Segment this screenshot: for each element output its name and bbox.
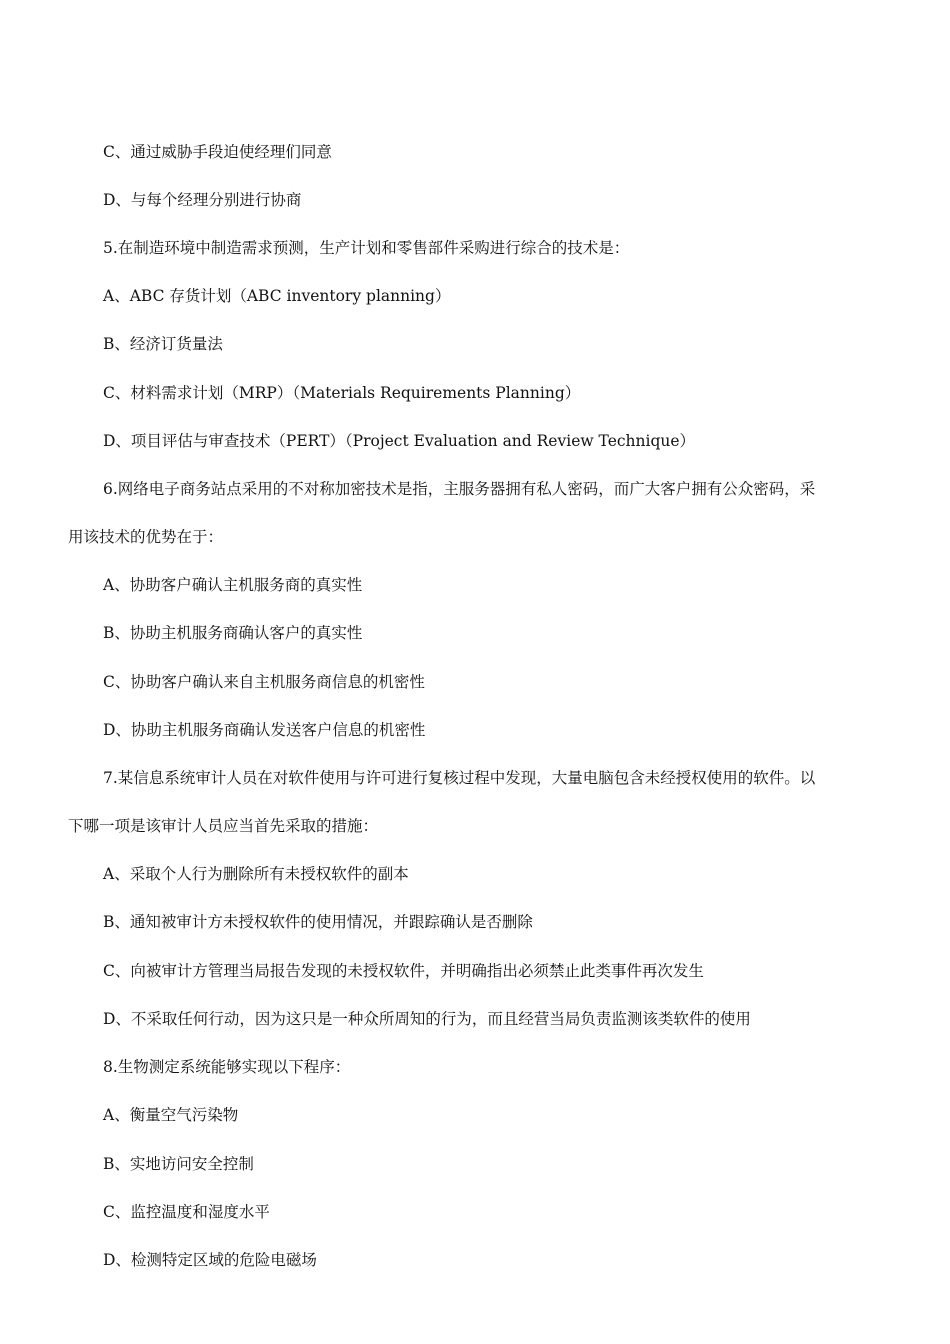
q5-option-d: D、项目评估与审查技术（PERT）（Project Evaluation and Review Technique） bbox=[103, 432, 696, 450]
q5-option-a: A、ABC 存货计划（ABC inventory planning） bbox=[103, 287, 451, 305]
q4-option-c: C、通过威胁手段迫使经理们同意 bbox=[103, 143, 332, 161]
q7-stem-line2: 下哪一项是该审计人员应当首先采取的措施： bbox=[68, 817, 379, 835]
q7-option-a: A、采取个人行为删除所有未授权软件的副本 bbox=[103, 865, 409, 883]
q8-stem: 8.生物测定系统能够实现以下程序： bbox=[103, 1058, 351, 1076]
q7-option-d: D、不采取任何行动，因为这只是一种众所周知的行为，而且经营当局负责监测该类软件的使用 bbox=[103, 1010, 751, 1028]
q8-option-d: D、检测特定区域的危险电磁场 bbox=[103, 1251, 317, 1269]
q6-stem-line1: 6.网络电子商务站点采用的不对称加密技术是指，主服务器拥有私人密码，而广大客户拥有公众密码，采 bbox=[103, 480, 816, 498]
q7-stem-line1: 7.某信息系统审计人员在对软件使用与许可进行复核过程中发现，大量电脑包含未经授权使用的软件。以 bbox=[103, 769, 816, 787]
q8-option-c: C、监控温度和湿度水平 bbox=[103, 1203, 270, 1221]
q5-option-c: C、材料需求计划（MRP）（Materials Requirements Planning） bbox=[103, 384, 581, 402]
q4-option-d: D、与每个经理分别进行协商 bbox=[103, 191, 302, 209]
q6-option-b: B、协助主机服务商确认客户的真实性 bbox=[103, 624, 363, 642]
q7-option-b: B、通知被审计方未授权软件的使用情况，并跟踪确认是否删除 bbox=[103, 913, 533, 931]
q6-stem-line2: 用该技术的优势在于： bbox=[68, 528, 224, 546]
q8-option-b: B、实地访问安全控制 bbox=[103, 1155, 254, 1173]
q5-stem: 5.在制造环境中制造需求预测，生产计划和零售部件采购进行综合的技术是： bbox=[103, 239, 630, 257]
q6-option-d: D、协助主机服务商确认发送客户信息的机密性 bbox=[103, 721, 426, 739]
q6-option-c: C、协助客户确认来自主机服务商信息的机密性 bbox=[103, 673, 425, 691]
q6-option-a: A、协助客户确认主机服务商的真实性 bbox=[103, 576, 363, 594]
q8-option-a: A、衡量空气污染物 bbox=[103, 1106, 239, 1124]
q7-option-c: C、向被审计方管理当局报告发现的未授权软件，并明确指出必须禁止此类事件再次发生 bbox=[103, 962, 704, 980]
q5-option-b: B、经济订货量法 bbox=[103, 335, 223, 353]
